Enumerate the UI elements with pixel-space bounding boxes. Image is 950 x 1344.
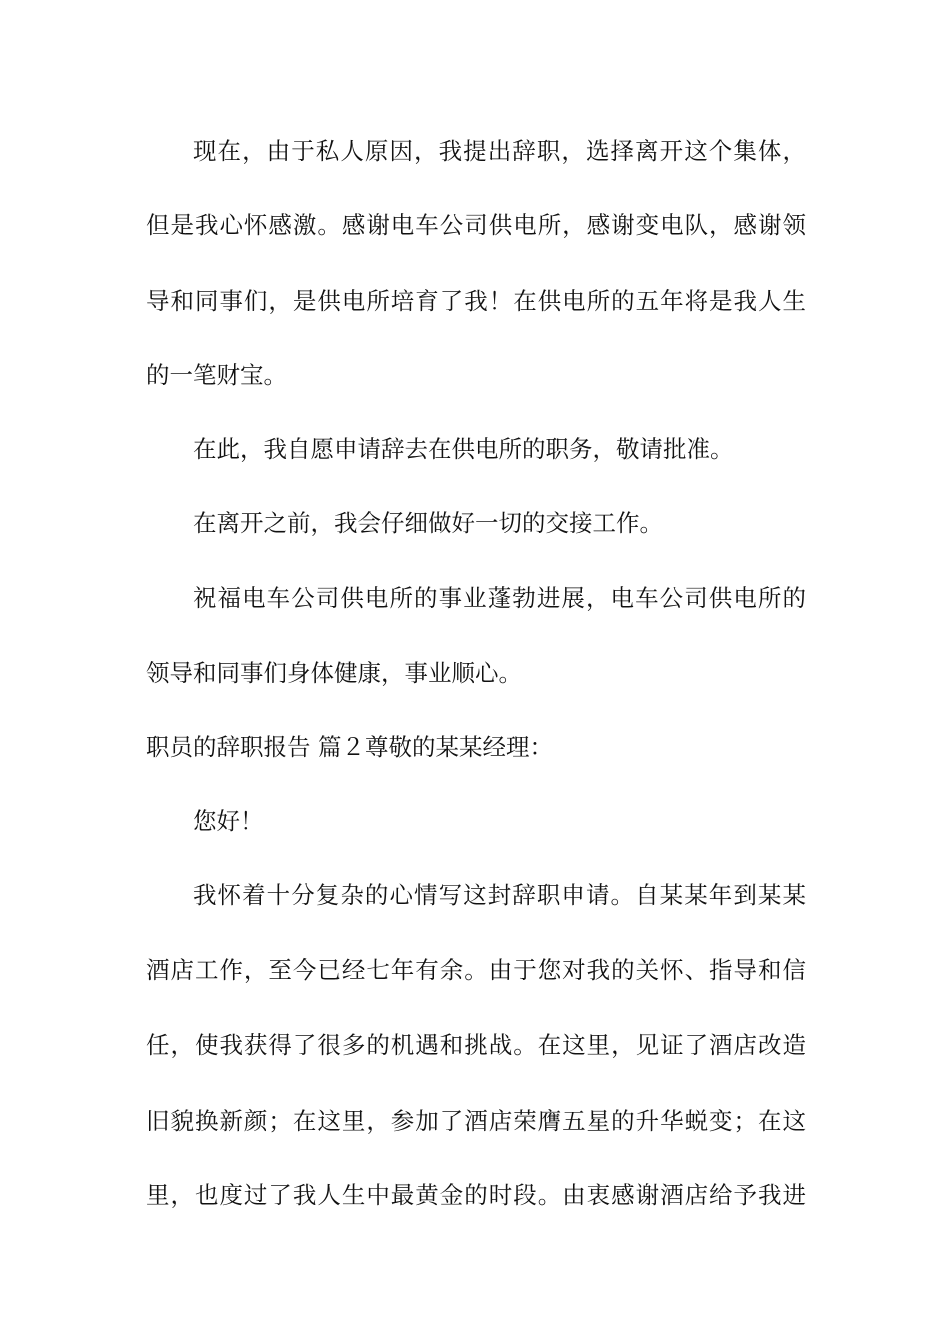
- paragraph-line: 在此，我自愿申请辞去在供电所的职务，敬请批准。: [193, 435, 734, 463]
- greeting-line: 您好！: [193, 807, 264, 835]
- paragraph-line: 里，也度过了我人生中最黄金的时段。由衷感谢酒店给予我进: [146, 1181, 806, 1209]
- paragraph-line: 我怀着十分复杂的心情写这封辞职申请。自某某年到某某: [193, 881, 806, 909]
- paragraph-line: 任，使我获得了很多的机遇和挑战。在这里，见证了酒店改造: [146, 1031, 806, 1059]
- paragraph-line: 酒店工作，至今已经七年有余。由于您对我的关怀、指导和信: [146, 956, 806, 984]
- paragraph-line: 的一笔财宝。: [146, 361, 287, 389]
- paragraph-line: 领导和同事们身体健康，事业顺心。: [146, 659, 522, 687]
- section-heading: 职员的辞职报告 篇２尊敬的某某经理：: [146, 733, 553, 761]
- paragraph-line: 但是我心怀感激。感谢电车公司供电所，感谢变电队，感谢领: [146, 211, 806, 239]
- paragraph-line: 现在，由于私人原因，我提出辞职，选择离开这个集体，: [193, 137, 806, 165]
- paragraph-line: 旧貌换新颜；在这里，参加了酒店荣膺五星的升华蜕变；在这: [146, 1107, 806, 1135]
- paragraph-line: 导和同事们，是供电所培育了我！在供电所的五年将是我人生: [146, 287, 806, 315]
- paragraph-line: 祝福电车公司供电所的事业蓬勃进展，电车公司供电所的: [193, 584, 806, 612]
- paragraph-line: 在离开之前，我会仔细做好一切的交接工作。: [193, 509, 663, 537]
